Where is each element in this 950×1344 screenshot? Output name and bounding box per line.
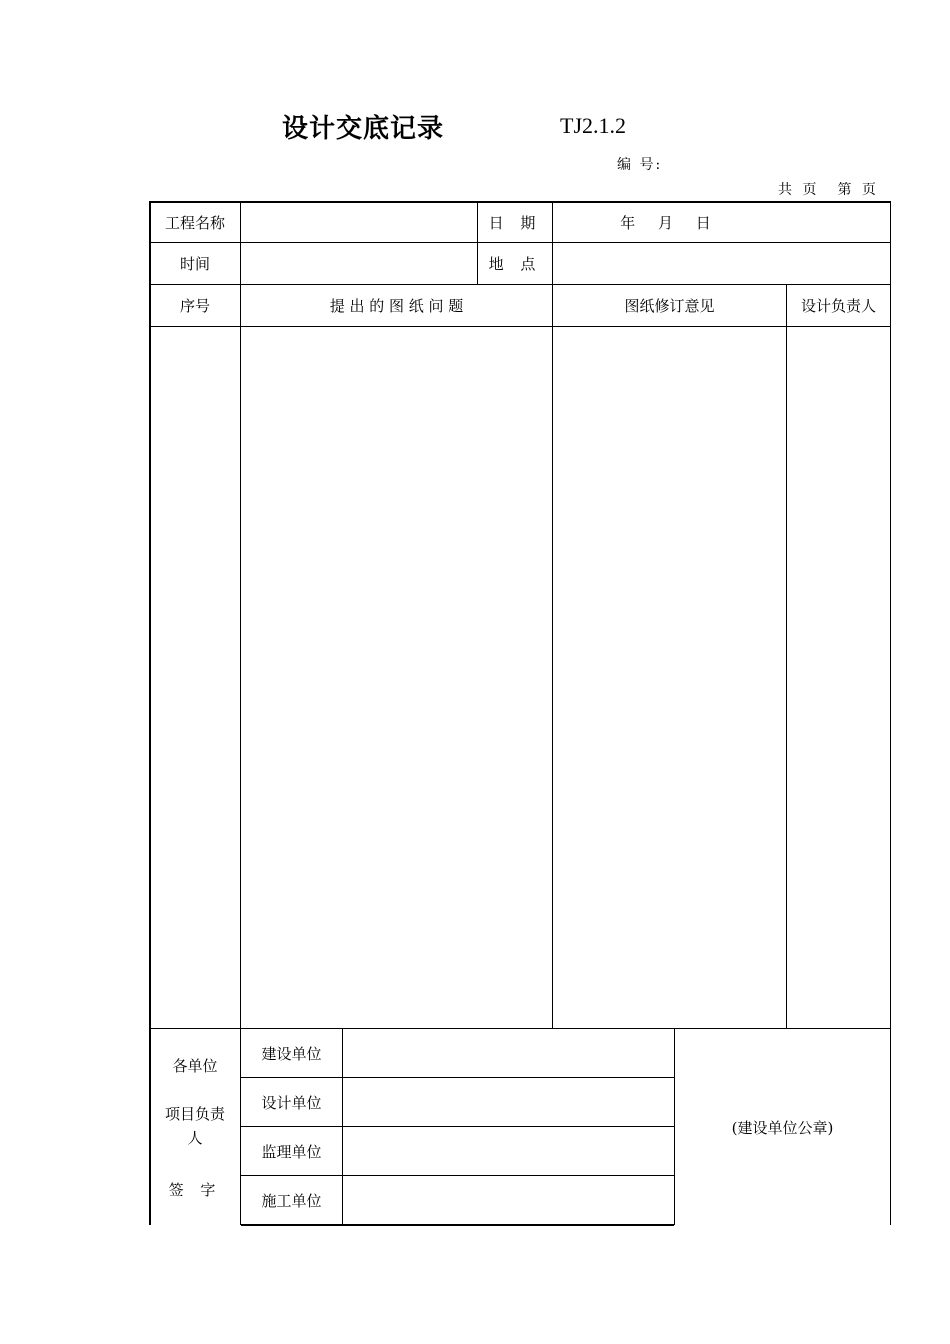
- column-header-designer: 设计负责人: [800, 297, 876, 315]
- serial-number-label: 编 号:: [617, 157, 663, 173]
- column-header-revisions: 图纸修订意见: [624, 297, 715, 315]
- revisions-area[interactable]: [553, 327, 786, 1028]
- location-field[interactable]: [553, 243, 890, 284]
- owner-seal-area[interactable]: (建设单位公章): [731, 1118, 834, 1137]
- table-right-border: [890, 201, 891, 1225]
- index-area[interactable]: [150, 327, 240, 1028]
- date-field[interactable]: 年 月 日: [620, 213, 720, 232]
- pages-total: 共 页: [778, 182, 820, 198]
- table-bottom-border: [241, 1224, 674, 1226]
- pages-current: 第 页: [837, 182, 879, 198]
- signature-label-sign: 签 字: [168, 1180, 222, 1199]
- date-label: 日 期: [488, 213, 542, 232]
- unit-construction-label: 建设单位: [261, 1044, 322, 1063]
- signature-label-units: 各单位: [172, 1056, 218, 1075]
- unit-design-label: 设计单位: [261, 1093, 322, 1112]
- unit-contractor-label: 施工单位: [261, 1191, 322, 1210]
- unit-contractor-signature[interactable]: [343, 1176, 674, 1224]
- location-label: 地 点: [488, 255, 542, 273]
- unit-construction-signature[interactable]: [343, 1029, 674, 1077]
- page-count: [778, 179, 879, 199]
- form-code: TJ2.1.2: [560, 113, 626, 138]
- document-title: 设计交底记录: [282, 114, 445, 144]
- time-label: 时间: [179, 255, 210, 273]
- unit-supervision-signature[interactable]: [343, 1127, 674, 1175]
- issues-area[interactable]: [241, 327, 552, 1028]
- time-field[interactable]: [241, 243, 477, 284]
- unit-supervision-label: 监理单位: [261, 1142, 322, 1161]
- signature-label-leaders: 项目负责人: [164, 1105, 225, 1147]
- designer-area[interactable]: [787, 327, 890, 1028]
- project-name-label: 工程名称: [164, 213, 225, 232]
- project-name-field[interactable]: [241, 202, 477, 242]
- column-header-index: 序号: [179, 297, 210, 315]
- column-header-issues: 提 出 的 图 纸 问 题: [329, 297, 464, 315]
- unit-design-signature[interactable]: [343, 1078, 674, 1126]
